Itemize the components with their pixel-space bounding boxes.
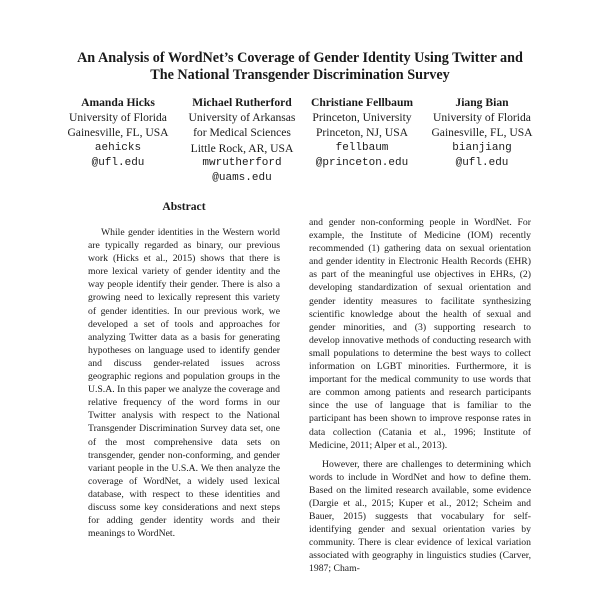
author-location: Little Rock, AR, USA bbox=[190, 141, 294, 155]
author-email: mwrutherford bbox=[202, 156, 282, 169]
title-line-2: The National Transgender Discrimination Survey bbox=[150, 67, 450, 83]
paper-title bbox=[40, 50, 560, 84]
title-line-1: An Analysis of WordNet’s Coverage of Gender Identity Using Twitter and bbox=[77, 50, 523, 66]
author-name: Christiane Fellbaum bbox=[310, 96, 414, 109]
body-column bbox=[309, 216, 531, 576]
author-name: Jiang Bian bbox=[455, 96, 509, 109]
author-location: Princeton, NJ, USA bbox=[315, 126, 409, 140]
author-email: fellbaum bbox=[335, 141, 389, 154]
author-bian bbox=[426, 95, 538, 171]
author-email-domain: @uams.edu bbox=[212, 172, 272, 185]
author-affiliation: University of Arkansas bbox=[188, 111, 296, 125]
abstract-section bbox=[88, 200, 280, 540]
author-location: Gainesville, FL, USA bbox=[431, 126, 533, 140]
author-email: aehicks bbox=[94, 141, 142, 154]
author-fellbaum bbox=[306, 95, 418, 171]
author-affiliation-2: for Medical Sciences bbox=[193, 126, 291, 140]
author-affiliation: Princeton, University bbox=[312, 111, 412, 125]
author-name: Amanda Hicks bbox=[81, 96, 155, 109]
author-rutherford bbox=[186, 95, 298, 186]
author-email-domain: @ufl.edu bbox=[91, 156, 145, 169]
body-paragraph-2: However, there are challenges to determining which words to include in WordNet and how to define them. Based on the limited research available, some evidence (Dargie et al., 2015; Kuper et al., 2012; Scheim and Bauer, 2015) suggests that vocabulary for self-identifying gender and sexual orientation varies by community. There is clear evidence of lexical variation associated with geography in linguistics studies (Carver, 1987; Cham- bbox=[309, 458, 531, 575]
abstract-heading: Abstract bbox=[162, 200, 206, 213]
abstract-text: While gender identities in the Western world are typically regarded as binary, our previous work (Hicks et al., 2015) shows that there is more lexical variety of gender identity and the way people identify their gender. There is also a growing need to lexically represent this variety of gender identities. In our previous work, we developed a set of tools and approaches for analyzing Twitter data as a basis for generating hypotheses on language used to identify gender and discuss gender-related issues across geographic regions and population groups in the U.S.A. In this paper we analyze the coverage and relative frequency of the word forms in our Twitter analysis with respect to the National Transgender Discrimination Survey data set, one of the most comprehensive data sets on transgender, gender non-conforming, and gender variant people in the U.S.A. We then analyze the coverage of WordNet, a widely used lexical database, with respect to these identities and discuss some key considerations and next steps for adding gender identity words and their meanings to WordNet. bbox=[88, 227, 280, 540]
author-affiliation: University of Florida bbox=[69, 111, 167, 125]
author-email: bianjiang bbox=[452, 141, 512, 154]
author-email-domain: @princeton.edu bbox=[315, 156, 409, 169]
author-hicks bbox=[62, 95, 174, 171]
author-name: Michael Rutherford bbox=[192, 96, 292, 109]
author-affiliation: University of Florida bbox=[433, 111, 531, 125]
author-location: Gainesville, FL, USA bbox=[67, 126, 169, 140]
body-paragraph-1: and gender non-conforming people in WordNet. For example, the Institute of Medicine (IOM) recently recommended (1) gathering data on sexual orientation and gender identity in Electronic Health Records (EHR) as part of the meaningful use objectives in EHRs, (2) developing standardization of sexual orientation and gender identity measures to facilitate synthesizing scientific knowledge about the health of sexual and gender minorities, and (3) supporting research to develop innovative methods of conducting research with small populations to determine the best ways to collect information on LGBT minorities. Furthermore, it is important for the medical community to use words that are common among patients and research participants since the use of language that is familiar to the participant has been shown to improve response rates in data collection (Catania et al., 1996; Institute of Medicine, 2011; Alper et al., 2013). bbox=[309, 217, 531, 451]
author-email-domain: @ufl.edu bbox=[455, 156, 509, 169]
